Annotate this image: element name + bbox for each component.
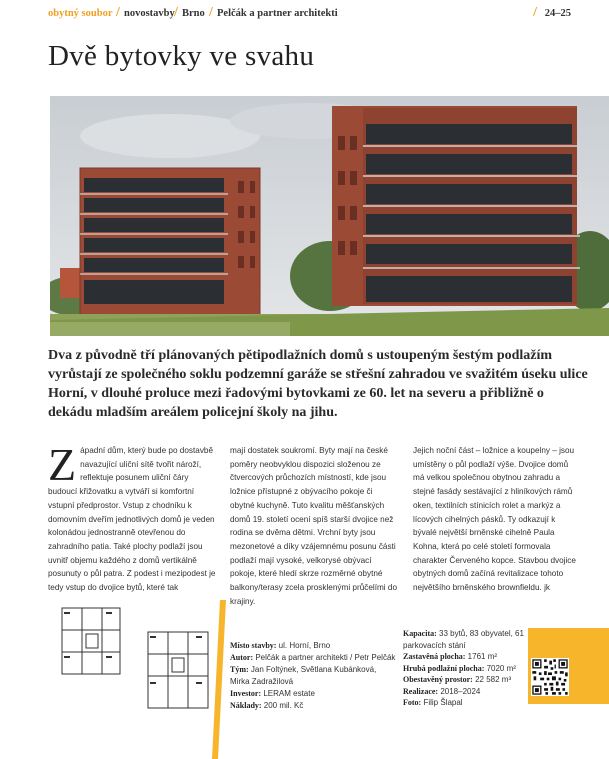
breadcrumb-item: Brno (182, 8, 205, 19)
info-row: Foto: Filip Šlapal (403, 698, 463, 707)
page-numbers: 24–25 (544, 8, 571, 19)
separator-icon: / (533, 5, 537, 20)
page-header (48, 5, 579, 24)
project-info-left (230, 640, 398, 712)
qr-code-icon[interactable] (531, 658, 569, 696)
info-row: Tým: Jan Foltýnek, Světlana Kubánková, Mirka Zadražilová (230, 665, 377, 686)
body-column-3: Jejich noční část – ložnice a koupelny – jsou umístěny o půl podlaží výše. Dvojice domů má velkou společnou obytnou zahradu a stejné fasády sestávající z hliníkových rámů oken, textilních stínicích rolet a markýz a lícových cihelných pásků. Ty odkazují k bývalé největší brněnské cihelně Paula Kohna, která po celé století formovala charakter Červeného kopce. Stavbou dvojice obytných domů začíná revitalizace tohoto největšího brněnského brownfieldu. jk (413, 446, 576, 593)
body-column-2: mají dostatek soukromí. Byty mají na české poměry neobvyklou dispozici složenou ze čtvercových průchozích místností, kde jsou ložnice přístupné z obývacího pokoje či obytné kuchyně. Tuto kvalitu měšťanských domů 19. století ocení spíš starší dvojice než rodina se dvěma dětmi. Vrchní byty jsou mezonetové a díky vzájemnému posunu části podlaží mají vysoké, velkorysé obývací pokoje, které hledí skrze rozměrné obytné balkony/terasy zcela prosklenými průčelími do krajiny. (230, 446, 398, 606)
dropcap: Z (48, 439, 77, 490)
separator-icon: / (209, 5, 213, 20)
info-row: Kapacita: 33 bytů, 83 obyvatel, 61 parkovacích stání (403, 629, 524, 650)
project-info-right (403, 628, 528, 709)
floor-plans (50, 604, 210, 714)
info-row: Náklady: 200 mil. Kč (230, 701, 304, 710)
info-row: Investor: LERAM estate (230, 689, 315, 698)
breadcrumb-item: novostavby (124, 8, 175, 19)
lead-paragraph: Dva z původně tří plánovaných pětipodlažních domů s ustoupeným šestým podlažím vyrůstají ze společného soklu podzemní garáže se střešní zahradou ve svažitém úseku ulice Horní, v dlouhé proluce mezi řadovými bytovkami ze 60. let na severu a přibližně o dekádu mladším areálem policejní školy na jihu. (48, 348, 588, 420)
accent-slash-icon (212, 600, 226, 759)
category-label: obytný soubor (48, 8, 113, 19)
article-title: Dvě bytovky ve svahu (48, 40, 315, 72)
info-row: Zastavěná plocha: 1761 m² (403, 652, 498, 661)
body-text: ápadní dům, který bude po dostavbě navazující uliční sítě tvořit nároží, reflektuje posunem uliční čáry budoucí křižovatku a vytváří si komfortní vstupní předprostor. Vstup z chodníku k domovním dveřím jednotlivých domů je veden kolonádou jednostranně otevřenou do zahradního patia. Také plochy podlaží jsou uvnitř objemu každého z domů vertikálně posunuty o půl patra. Z podest i mezipodest je tedy vstup do dvojice bytů, které tak (48, 446, 216, 593)
info-row: Obestavěný prostor: 22 582 m³ (403, 675, 512, 684)
info-row: Místo stavby: ul. Horní, Brno (230, 641, 331, 650)
body-column-1 (48, 439, 216, 595)
building-photo (50, 96, 609, 336)
info-row: Hrubá podlažní plocha: 7020 m² (403, 663, 516, 673)
separator-icon: / (174, 5, 178, 20)
info-row: Realizace: 2018–2024 (403, 686, 481, 696)
separator-icon: / (116, 5, 120, 20)
info-row: Autor: Pelčák a partner architekti / Petr Pelčák (230, 653, 396, 662)
breadcrumb-item: Pelčák a partner architekti (217, 8, 338, 19)
